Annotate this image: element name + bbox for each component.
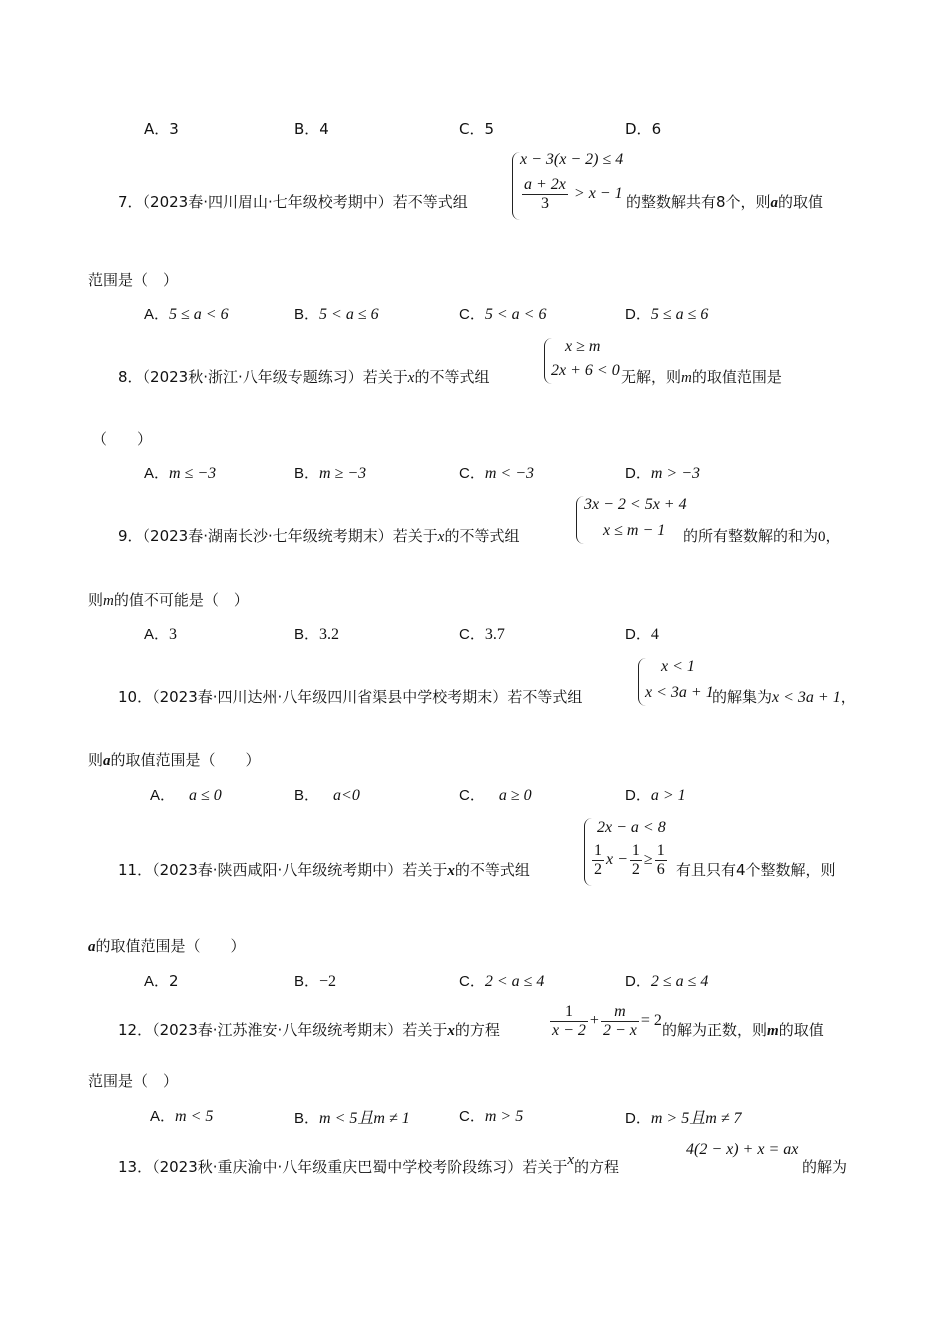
stem-continuation: 范围是（ ）	[88, 271, 179, 289]
stem-continuation: a的取值范围是（ ）	[88, 937, 246, 955]
system-line-1: 2x − a < 8	[597, 819, 666, 836]
system-line-2: x < 3a + 1	[645, 684, 714, 701]
question-number: 9．	[118, 527, 143, 545]
option-d[interactable]: D．5 ≤ a ≤ 6	[625, 306, 709, 323]
question-source: （2023春·四川达州·八年级四川省渠县中学校考期末）	[152, 688, 508, 706]
question-source: （2023春·江苏淮安·八年级统考期末）	[152, 1021, 403, 1039]
question-number: 7．	[118, 193, 143, 211]
question-stem: 10．（2023春·四川达州·八年级四川省渠县中学校考期末）若不等式组	[118, 688, 583, 706]
question-stem: 12．（2023春·江苏淮安·八年级统考期末）若关于x的方程	[118, 1021, 500, 1039]
option-d[interactable]: D．4	[625, 626, 659, 643]
equation: 4(2 − x) + x = ax	[686, 1141, 799, 1158]
system-line-2: $\frac{1}{2}$ x − $\frac{1}{2}$ ≥ $\frac{1}{6}$	[594, 842, 665, 878]
question-source: （2023春·湖南长沙·七年级统考期末）	[142, 527, 393, 545]
option-c[interactable]: C．3.7	[459, 626, 505, 643]
stem-tail: 的解集为x < 3a + 1，	[712, 688, 856, 706]
system-line-2: 2x + 6 < 0	[551, 362, 620, 379]
stem-continuation: 则m的值不可能是（ ）	[88, 591, 249, 609]
option-a[interactable]: A．2	[144, 972, 179, 990]
option-c[interactable]: C．5 < a < 6	[459, 306, 547, 323]
option-a[interactable]: A．3	[144, 626, 178, 643]
question-stem: 9．（2023春·湖南长沙·七年级统考期末）若关于x的不等式组	[118, 527, 520, 545]
question-stem: 7．（2023春·四川眉山·七年级校考期中）若不等式组	[118, 193, 468, 211]
option-b[interactable]: B．4	[294, 120, 329, 138]
option-c[interactable]: C．m < −3	[459, 465, 534, 482]
question-number: 12．	[118, 1021, 153, 1039]
system-line-2: x ≤ m − 1	[603, 522, 666, 539]
system-line-1: x ≥ m	[565, 338, 601, 355]
option-c[interactable]: C．m > 5	[459, 1108, 524, 1125]
question-stem: 13．（2023秋·重庆渝中·八年级重庆巴蜀中学校考阶段练习）若关于x的方程	[118, 1152, 620, 1176]
option-c[interactable]: C． a ≥ 0	[459, 787, 532, 804]
option-b[interactable]: B．m ≥ −3	[294, 465, 367, 482]
option-a[interactable]: A．5 ≤ a < 6	[144, 306, 229, 323]
question-source: （2023秋·浙江·八年级专题练习）	[142, 368, 363, 386]
option-d[interactable]: D．m > 5且m ≠ 7	[625, 1110, 742, 1127]
stem-tail: 的解为正数，则m的取值	[662, 1021, 824, 1039]
question-stem: 11．（2023春·陕西咸阳·八年级统考期中）若关于x的不等式组	[118, 861, 530, 879]
option-a[interactable]: A．m < 5	[150, 1108, 214, 1125]
question-source: （2023春·四川眉山·七年级校考期中）	[142, 193, 393, 211]
stem-tail: 的所有整数解的和为0，	[683, 527, 841, 545]
stem-continuation: 则a的取值范围是（ ）	[88, 751, 261, 769]
option-a[interactable]: A．3	[144, 120, 179, 138]
question-number: 10．	[118, 688, 153, 706]
option-a[interactable]: A．m ≤ −3	[144, 465, 217, 482]
system-line-1: x < 1	[661, 658, 695, 675]
system-line-2: $\frac{a + 2x}{3}$ > x − 1	[524, 176, 623, 212]
option-b[interactable]: B．m < 5且m ≠ 1	[294, 1110, 410, 1127]
stem-continuation: 范围是（ ）	[88, 1072, 179, 1090]
option-d[interactable]: D．a > 1	[625, 787, 686, 804]
question-stem: 8．（2023秋·浙江·八年级专题练习）若关于x的不等式组	[118, 368, 490, 386]
option-d[interactable]: D．2 ≤ a ≤ 4	[625, 973, 709, 990]
equation: $\frac{1}{x - 2}$ + $\frac{m}{2 - x}$ = 2	[552, 1003, 662, 1039]
option-b[interactable]: B．5 < a ≤ 6	[294, 306, 379, 323]
option-c[interactable]: C．5	[459, 120, 495, 138]
question-source: （2023春·陕西咸阳·八年级统考期中）	[152, 861, 403, 879]
stem-tail: 有且只有4个整数解，则	[676, 861, 836, 879]
option-a[interactable]: A． a ≤ 0	[150, 787, 222, 804]
stem-tail: 的整数解共有8个，则a的取值	[626, 193, 824, 211]
option-d[interactable]: D．6	[625, 120, 662, 138]
stem-tail: 无解，则m的取值范围是	[621, 368, 782, 386]
system-line-1: x − 3(x − 2) ≤ 4	[520, 151, 624, 168]
question-source: （2023秋·重庆渝中·八年级重庆巴蜀中学校考阶段练习）	[152, 1158, 523, 1176]
option-b[interactable]: B．−2	[294, 973, 337, 990]
question-number: 11．	[118, 861, 153, 879]
stem-continuation: （ ）	[92, 430, 153, 448]
question-number: 8．	[118, 368, 143, 386]
stem-tail: 的解为	[802, 1158, 848, 1176]
question-number: 13．	[118, 1158, 153, 1176]
system-line-1: 3x − 2 < 5x + 4	[584, 496, 687, 513]
option-d[interactable]: D．m > −3	[625, 465, 700, 482]
option-b[interactable]: B．3.2	[294, 626, 340, 643]
option-c[interactable]: C．2 < a ≤ 4	[459, 973, 545, 990]
option-b[interactable]: B． a<0	[294, 787, 360, 804]
